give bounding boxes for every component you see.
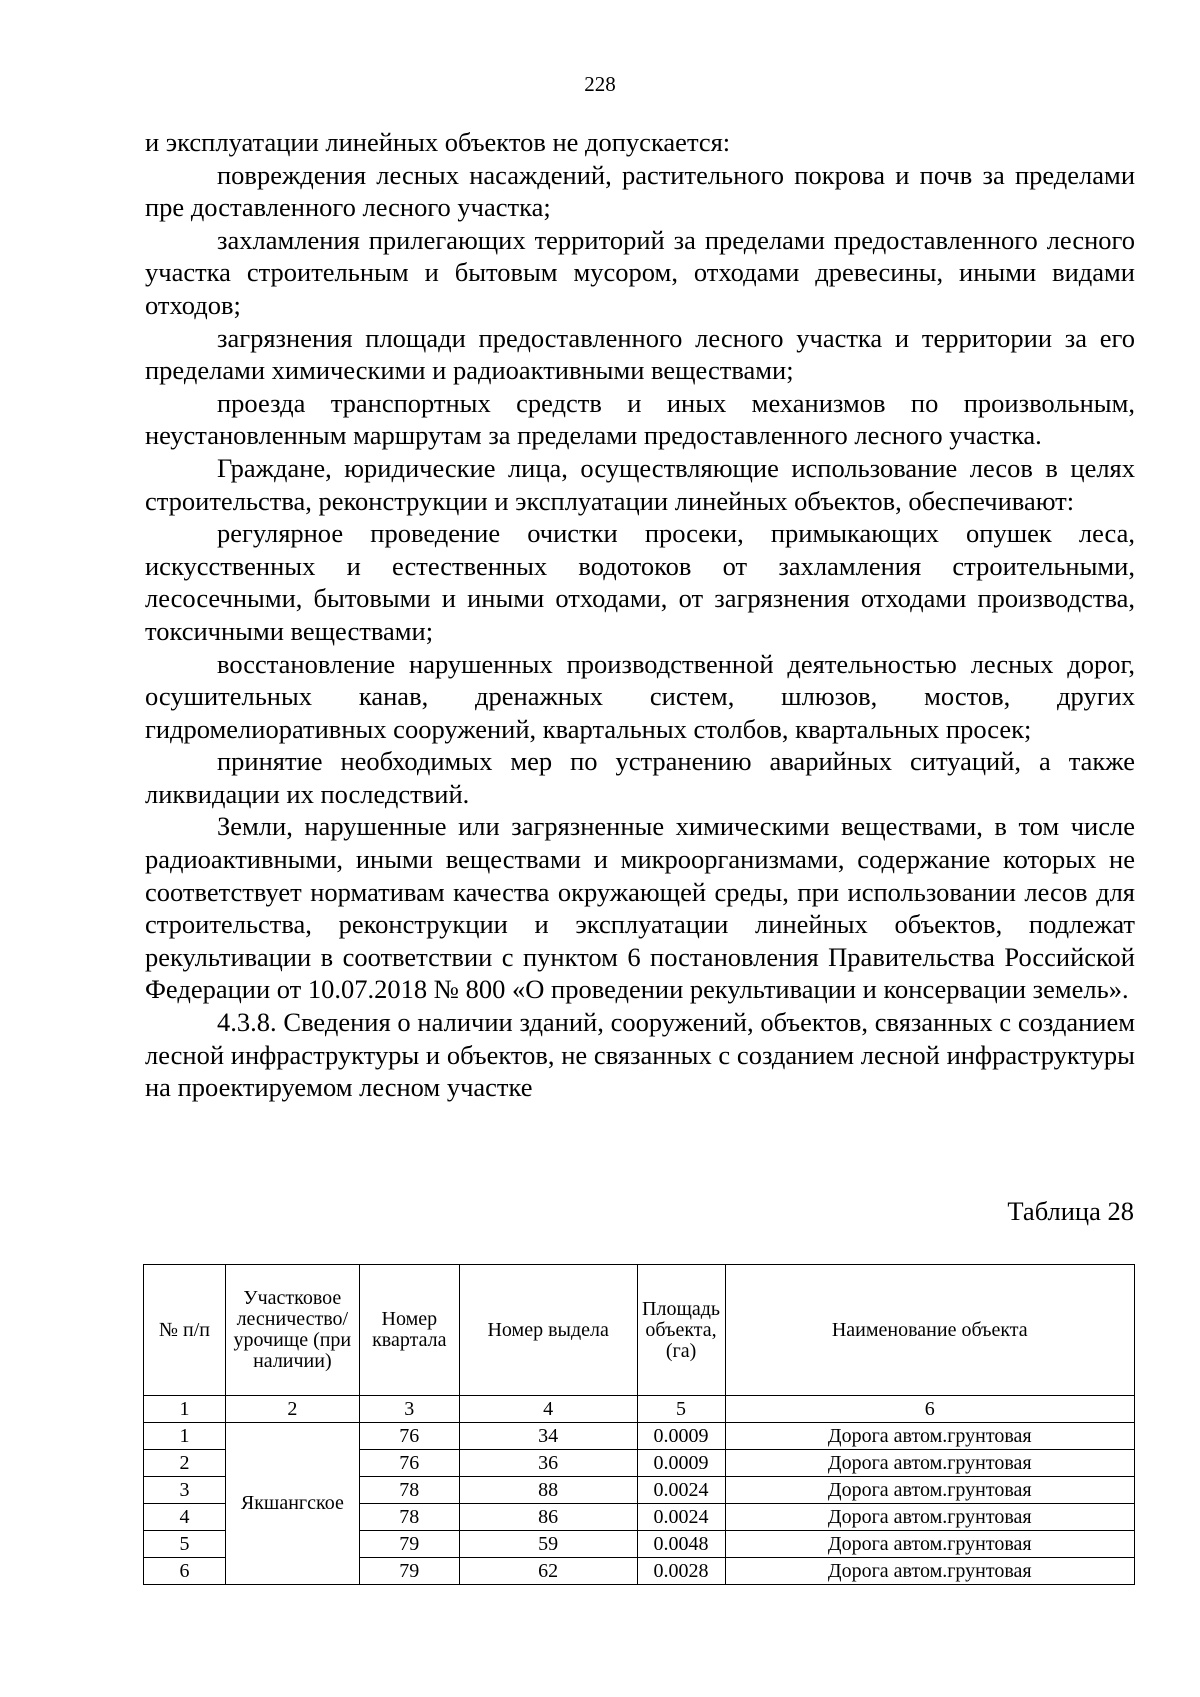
cell-object-name: Дорога автом.грунтовая [725, 1450, 1134, 1477]
table-row [144, 1423, 1135, 1450]
table-caption: Таблица 28 [1007, 1196, 1134, 1226]
header-cell: Наименование объекта [725, 1265, 1134, 1396]
cell-kvartal: 76 [359, 1450, 459, 1477]
objects-table [143, 1264, 1135, 1585]
column-number: 2 [225, 1396, 359, 1423]
cell-n: 3 [144, 1477, 226, 1504]
cell-kvartal: 79 [359, 1531, 459, 1558]
cell-n: 1 [144, 1423, 226, 1450]
header-cell: Номер выдела [459, 1265, 637, 1396]
column-number: 6 [725, 1396, 1134, 1423]
cell-kvartal: 78 [359, 1504, 459, 1531]
cell-kvartal: 76 [359, 1423, 459, 1450]
paragraph: и эксплуатации линейных объектов не допускается: [145, 127, 731, 157]
column-number: 1 [144, 1396, 226, 1423]
cell-vydel: 88 [459, 1477, 637, 1504]
cell-area: 0.0009 [637, 1450, 725, 1477]
cell-n: 6 [144, 1558, 226, 1585]
header-cell: № п/п [144, 1265, 226, 1396]
paragraph: принятие необходимых мер по устранению аварийных ситуаций, а также ликвидации их последствий. [145, 746, 1135, 809]
cell-object-name: Дорога автом.грунтовая [725, 1477, 1134, 1504]
body-text [145, 126, 1135, 1104]
cell-vydel: 36 [459, 1450, 637, 1477]
paragraph: Земли, нарушенные или загрязненные химическими веществами, в том числе радиоактивными, иными веществами и микроорганизмами, содержание которых не соответствует нормативам качества окружающей среды, при использовании лесов для строительства, реконструкции и эксплуатации линейных объектов, подлежат рекультивации в соответствии с пунктом 6 постановления Правительства Российской Федерации от 10.07.2018 № 800 «О проведении рекультивации и консервации земель». [145, 811, 1135, 1005]
cell-n: 5 [144, 1531, 226, 1558]
header-cell: Площадь объекта, (га) [637, 1265, 725, 1396]
column-number-row [144, 1396, 1135, 1423]
cell-area: 0.0028 [637, 1558, 725, 1585]
cell-object-name: Дорога автом.грунтовая [725, 1558, 1134, 1585]
column-number: 5 [637, 1396, 725, 1423]
column-number: 4 [459, 1396, 637, 1423]
header-cell: Номер квартала [359, 1265, 459, 1396]
paragraph: проезда транспортных средств и иных механизмов по произвольным, неустановленным маршрутам за пределами предоставленного лесного участка. [145, 387, 1135, 451]
paragraph: захламления прилегающих территорий за пределами предоставленного лесного участка строительным и бытовым мусором, отходами древесины, иными видами отходов; [145, 224, 1135, 320]
cell-n: 2 [144, 1450, 226, 1477]
cell-object-name: Дорога автом.грунтовая [725, 1423, 1134, 1450]
page-number: 228 [584, 72, 616, 96]
cell-vydel: 62 [459, 1558, 637, 1585]
section-heading: 4.3.8. Сведения о наличии зданий, сооружений, объектов, связанных с созданием лесной инфраструктуры и объектов, не связанных с созданием лесной инфраструктуры на проектируемом лесном участке [145, 1007, 1135, 1103]
cell-object-name: Дорога автом.грунтовая [725, 1531, 1134, 1558]
cell-kvartal: 79 [359, 1558, 459, 1585]
paragraph: восстановление нарушенных производственной деятельностью лесных дорог, осушительных канав, дренажных систем, шлюзов, мостов, других гидромелиоративных сооружений, квартальных столбов, квартальных просек; [145, 648, 1135, 744]
paragraph: Граждане, юридические лица, осуществляющие использование лесов в целях строительства, реконструкции и эксплуатации линейных объектов, обеспечивают: [145, 452, 1135, 516]
cell-area: 0.0024 [637, 1504, 725, 1531]
paragraph: загрязнения площади предоставленного лесного участка и территории за его пределами химическими и радиоактивными веществами; [145, 322, 1135, 386]
table-header-row [144, 1265, 1135, 1396]
cell-n: 4 [144, 1504, 226, 1531]
cell-forestry: Якшангское [225, 1423, 359, 1585]
cell-area: 0.0048 [637, 1531, 725, 1558]
cell-vydel: 86 [459, 1504, 637, 1531]
cell-area: 0.0009 [637, 1423, 725, 1450]
cell-kvartal: 78 [359, 1477, 459, 1504]
cell-area: 0.0024 [637, 1477, 725, 1504]
cell-object-name: Дорога автом.грунтовая [725, 1504, 1134, 1531]
paragraph: регулярное проведение очистки просеки, примыкающих опушек леса, искусственных и естественных водотоков от захламления строительными, лесосечными, бытовыми и иными отходами, от загрязнения отходами производства, токсичными веществами; [145, 518, 1135, 646]
header-cell: Участковое лесничество/ урочище (при наличии) [225, 1265, 359, 1396]
column-number: 3 [359, 1396, 459, 1423]
cell-vydel: 34 [459, 1423, 637, 1450]
cell-vydel: 59 [459, 1531, 637, 1558]
paragraph: повреждения лесных насаждений, растительного покрова и почв за пределами пре доставленного лесного участка; [145, 159, 1135, 223]
